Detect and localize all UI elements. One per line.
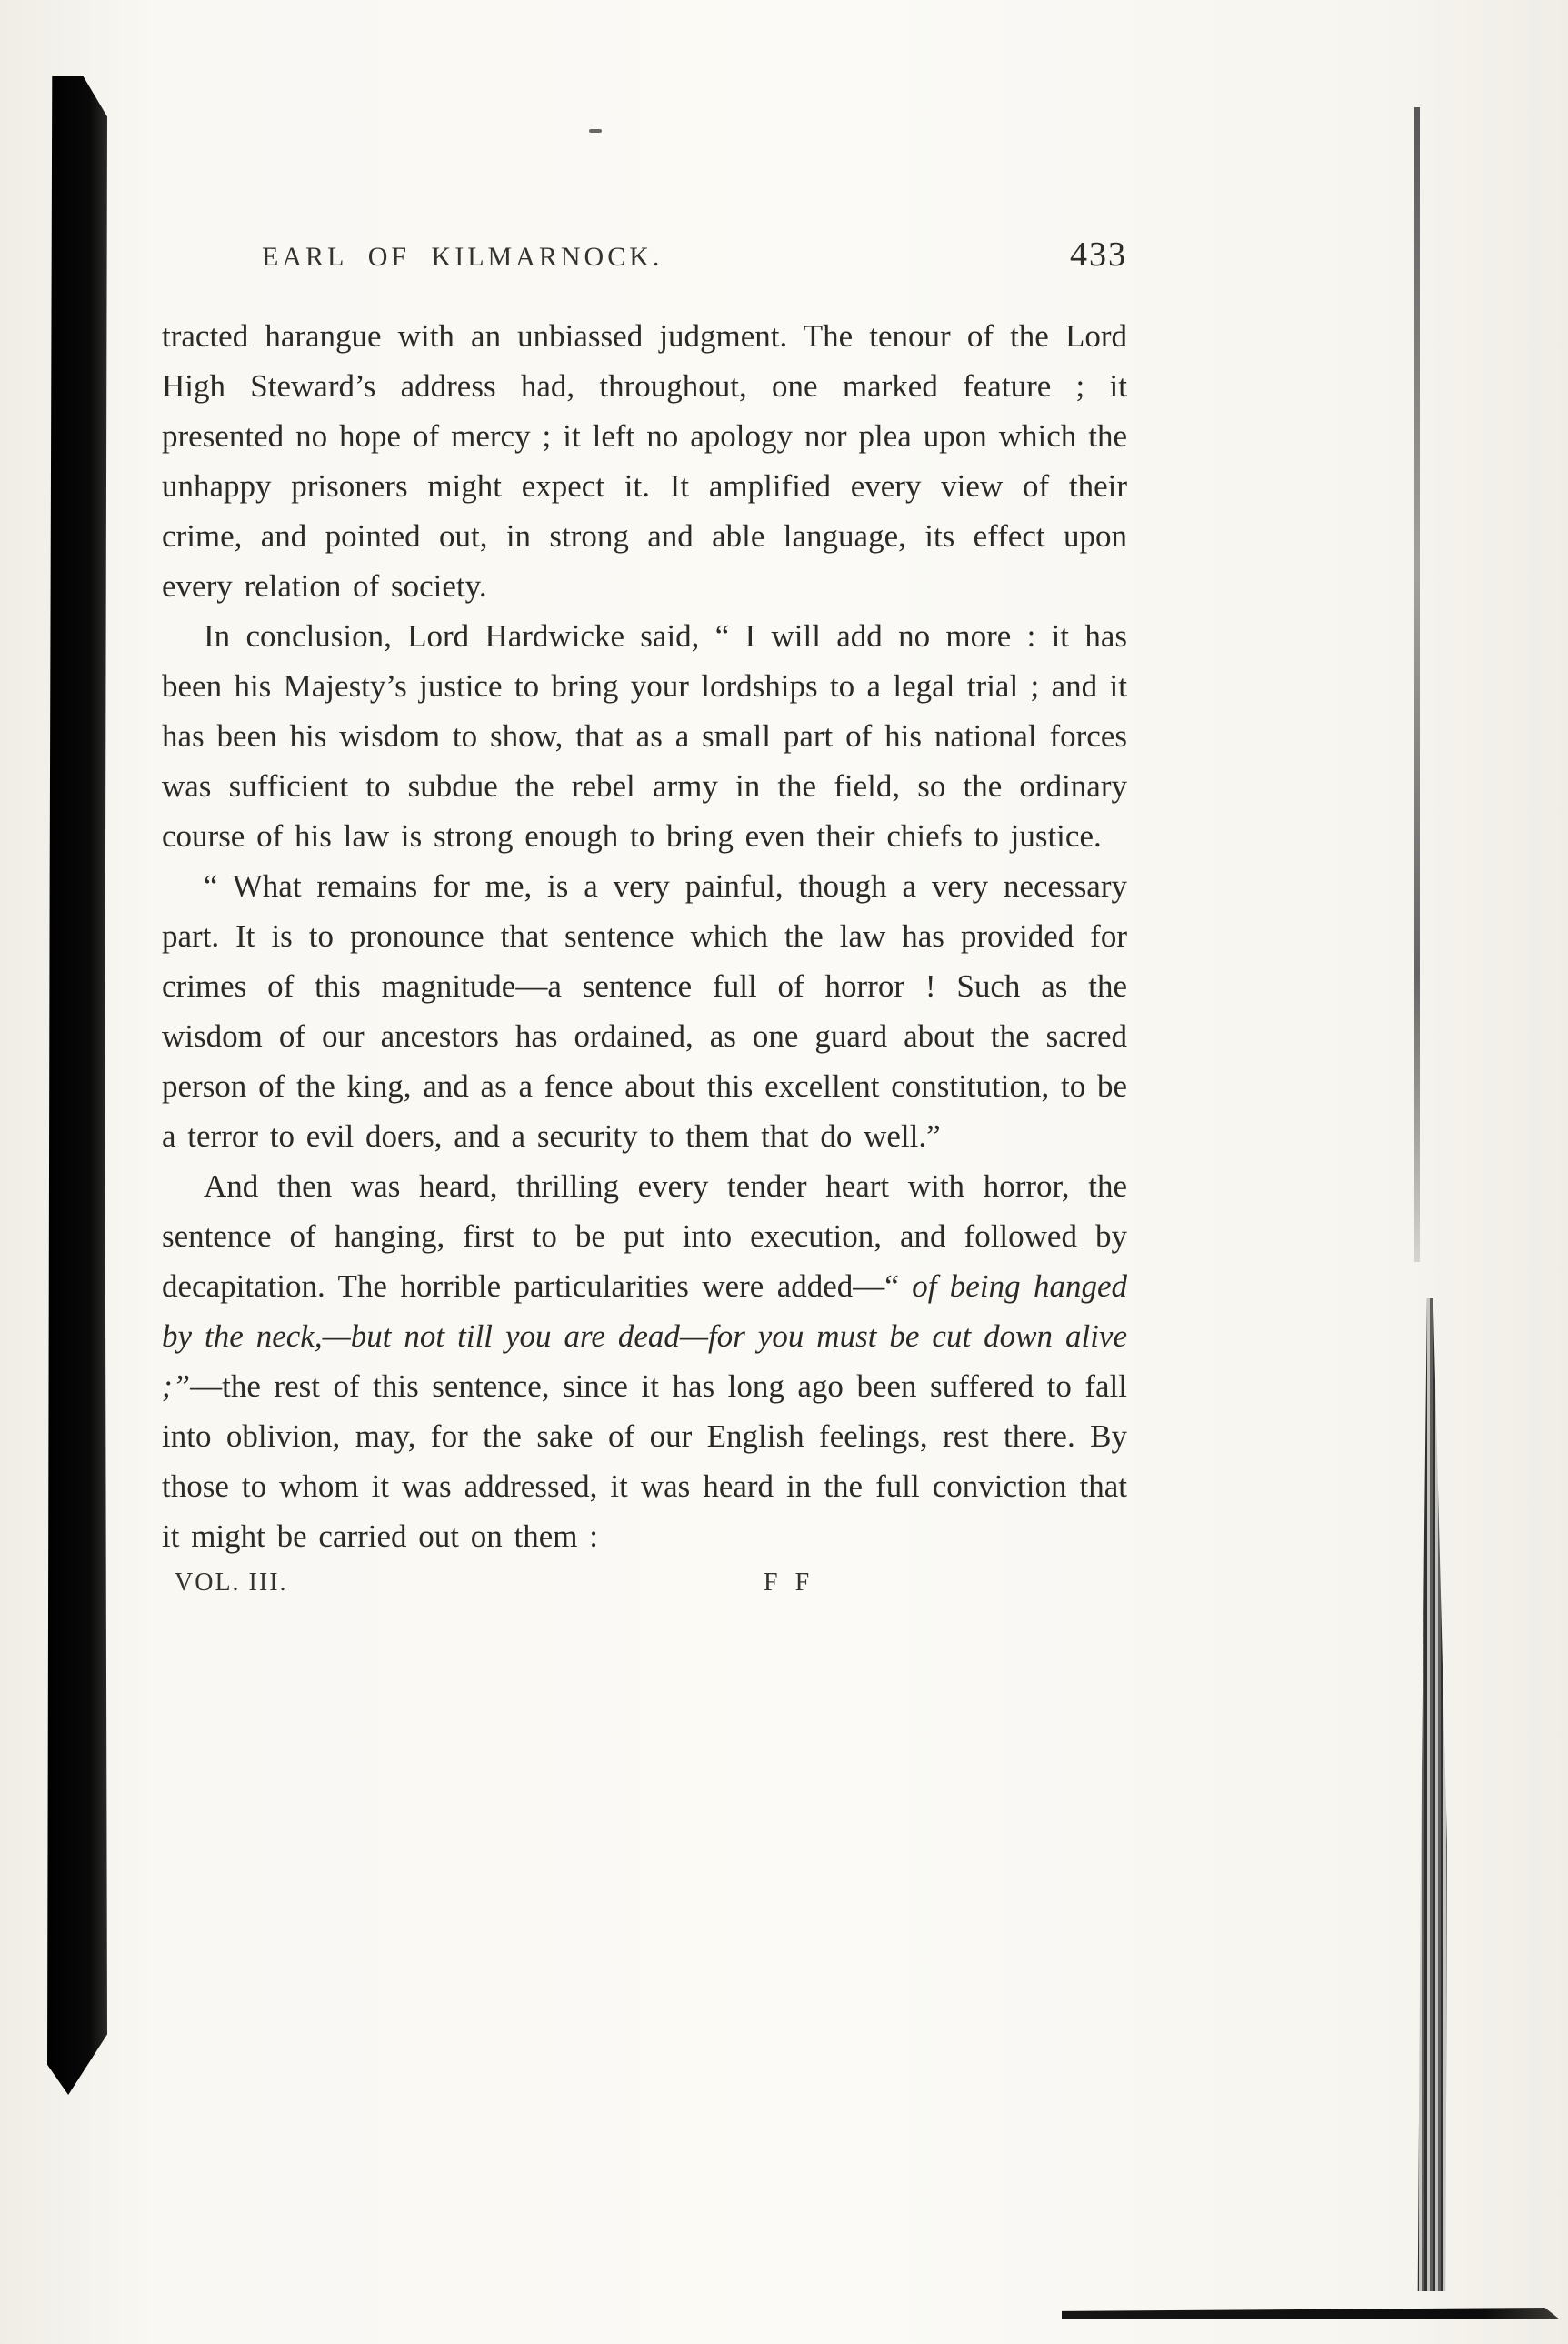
scan-mark — [589, 129, 602, 133]
printer-signature: F F — [764, 1568, 815, 1597]
paragraph-run: And then was heard, thrilling every tender heart with horror, the sentence of hanging, first to be put into execution, and followed by decapitation. The horrible particularities were added—“ — [162, 1168, 1127, 1304]
type-area — [162, 235, 1127, 1608]
volume-label: VOL. III. — [175, 1568, 288, 1597]
paragraph-run: —the rest of this sentence, since it has long ago been suffered to fall into oblivion, may, for the sake of our English feelings, rest there. By those to whom it was addressed, it was heard in the full conviction that it might be carried out on them : — [162, 1368, 1127, 1554]
paragraph: tracted harangue with an unbiassed judgment. The tenour of the Lord High Steward’s address had, throughout, one marked feature ; it presented no hope of mercy ; it left no apology nor plea upon which the unhappy prisoners might expect it. It amplified every view of their crime, and pointed out, in strong and able language, its effect upon every relation of society. — [162, 318, 1127, 604]
paragraph: “ What remains for me, is a very painful, though a very necessary part. It is to pronounce that sentence which the law has provided for crimes of this magnitude—a sentence full of horror ! Such as the wisdom of our ancestors has ordained, as one guard about the sacred person of the king, and as a fence about this excellent constitution, to be a terror to evil doers, and a security to them that do well.” — [162, 868, 1127, 1154]
paragraph — [162, 1161, 1127, 1561]
running-head — [162, 235, 1127, 275]
running-head-title: EARL OF KILMARNOCK. — [262, 242, 664, 272]
body-text — [162, 311, 1127, 1561]
paragraph: In conclusion, Lord Hardwicke said, “ I will add no more : it has been his Majesty’s justice to bring your lordships to a legal trial ; and it has been his wisdom to show, that as a small part of his national forces was sufficient to subdue the rebel army in the field, so the ordinary course of his law is strong enough to bring even their chiefs to justice. — [162, 618, 1127, 854]
page-footer — [162, 1568, 1127, 1608]
paragraph-run-italic: of being hanged by the neck,—but not till you are dead—for you must be cut down alive ;” — [162, 1268, 1127, 1404]
scan-artifact-page-edges — [1416, 1298, 1447, 2291]
binding-shadow — [47, 76, 107, 2095]
scan-artifact-bottom-bar — [1062, 2308, 1560, 2319]
page-number: 433 — [1070, 235, 1127, 274]
scan-artifact-right-line — [1414, 107, 1420, 1262]
